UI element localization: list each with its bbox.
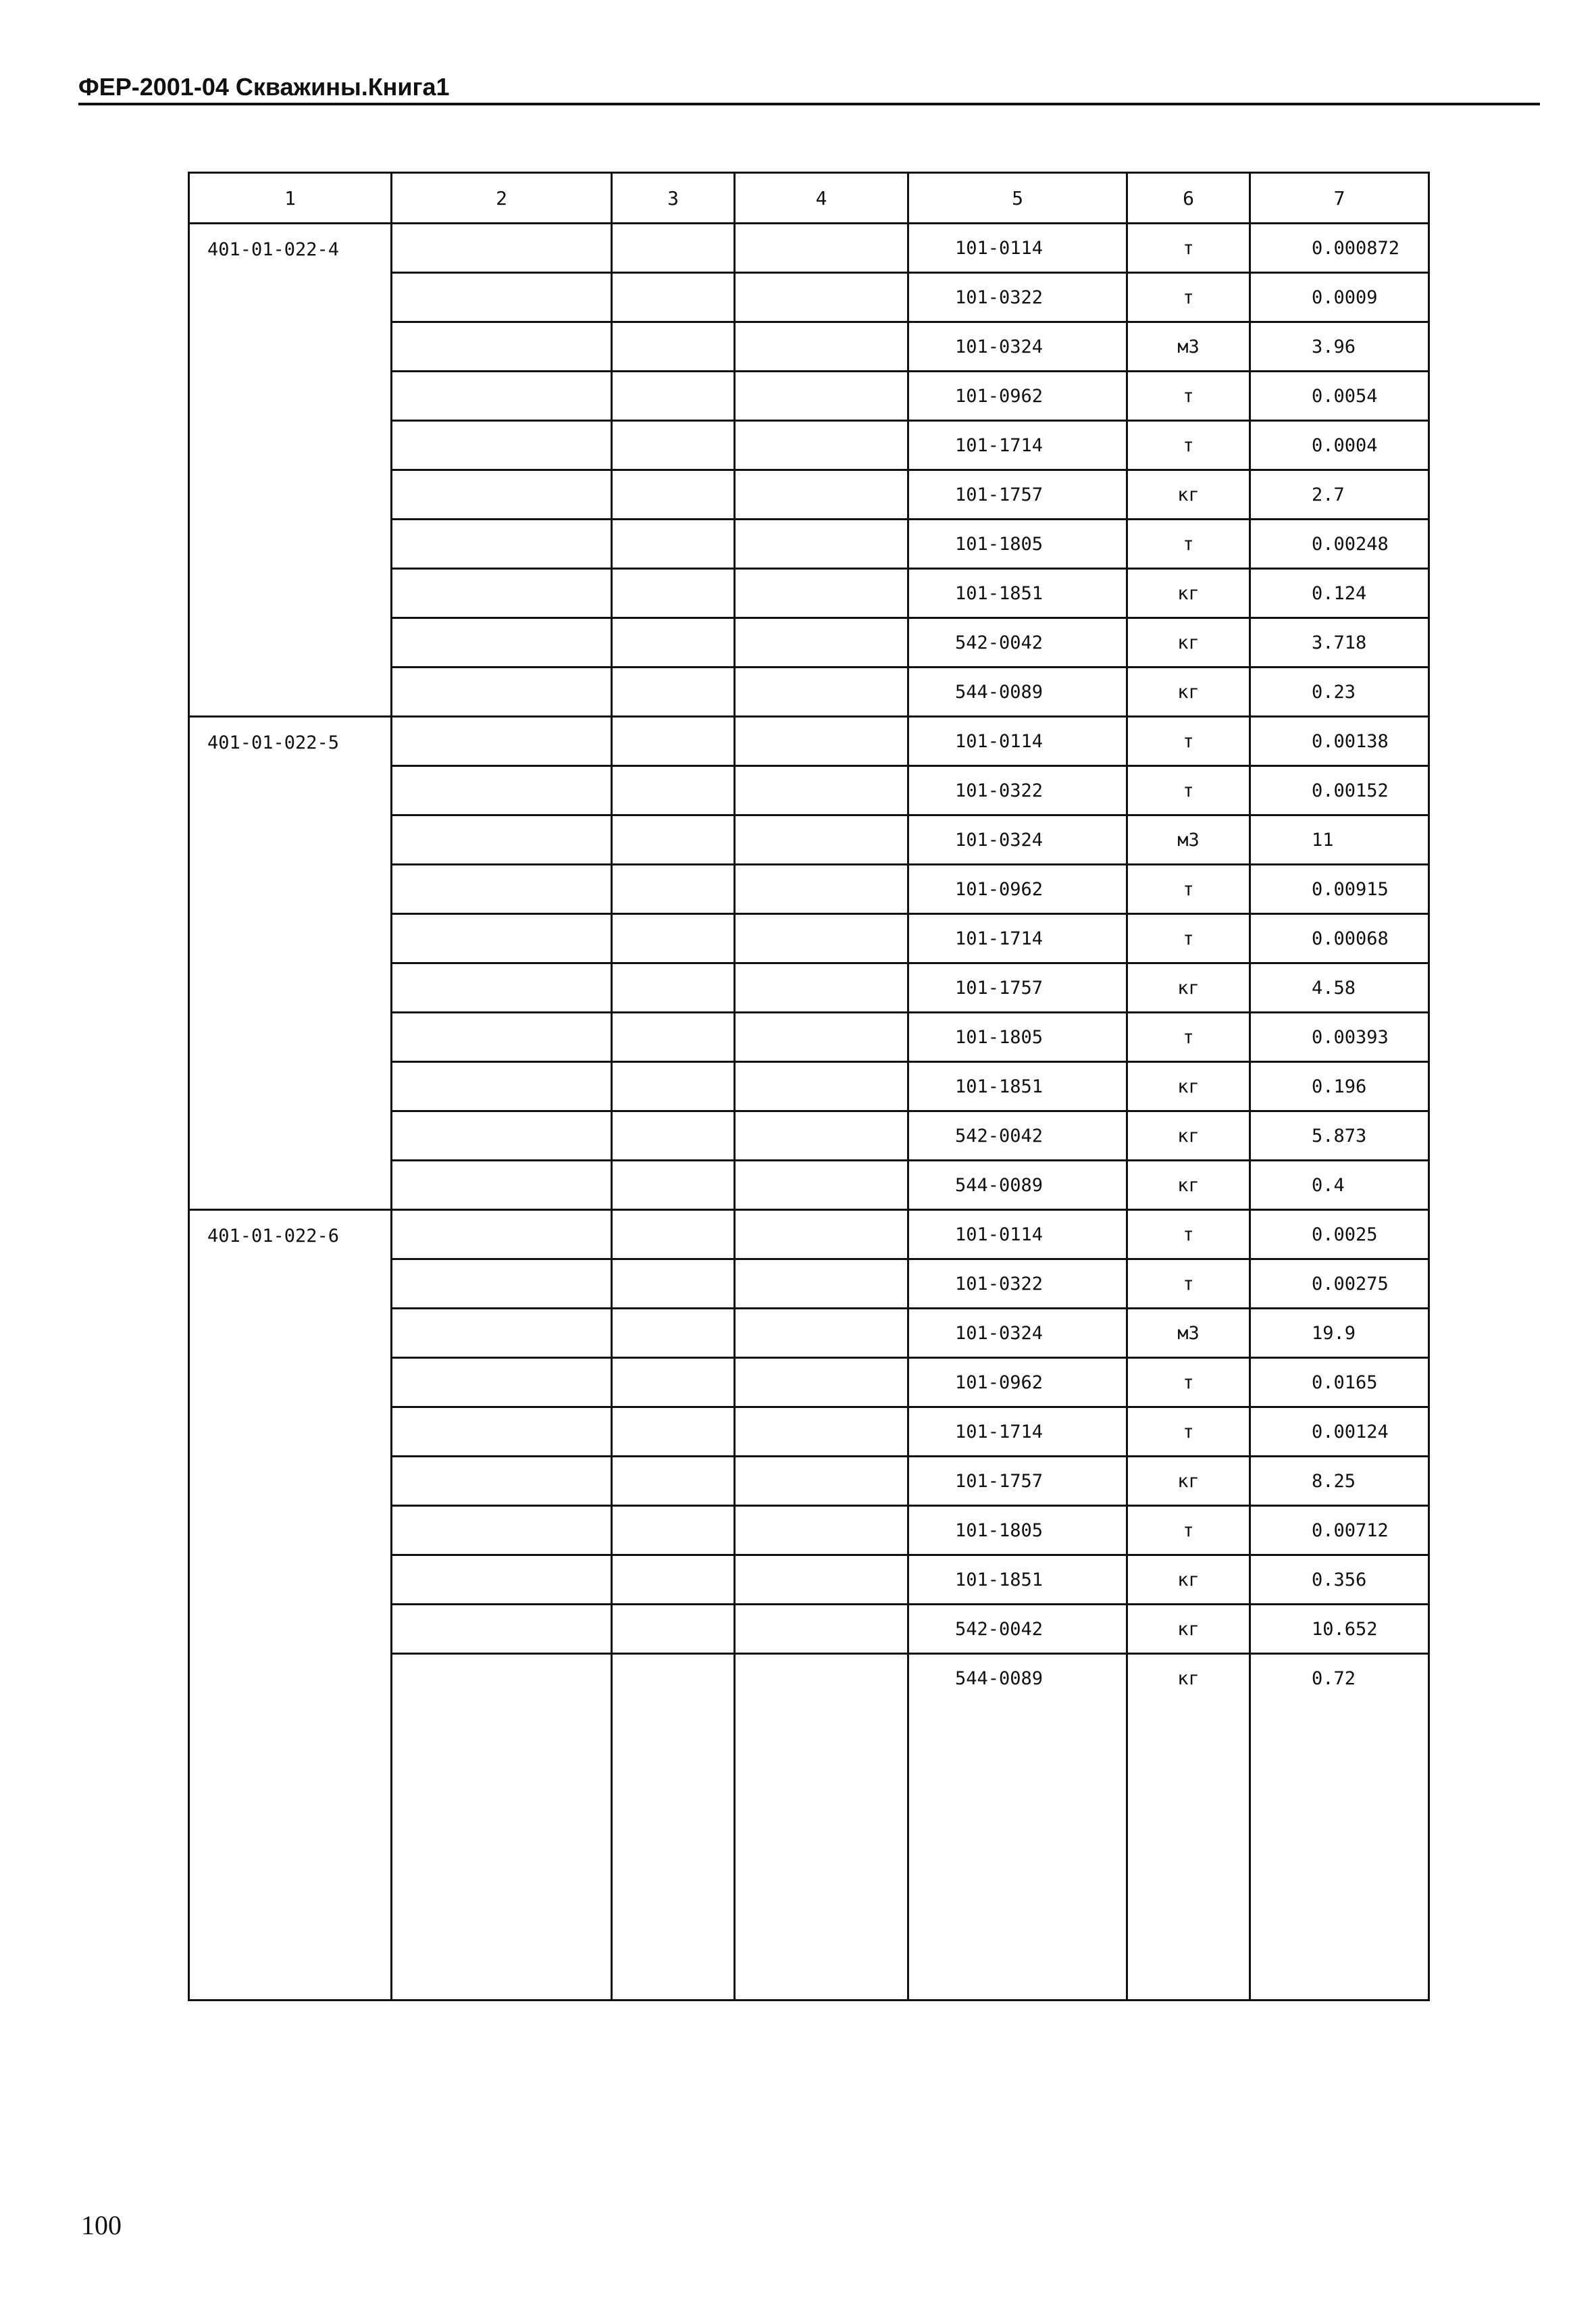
resource-code-cell: 101-0962 xyxy=(908,1358,1127,1407)
empty-cell xyxy=(612,1111,735,1161)
resource-code-cell: 544-0089 xyxy=(908,1161,1127,1210)
column-number-row xyxy=(189,173,1429,224)
unit-cell: т xyxy=(1127,1013,1250,1062)
empty-cell xyxy=(612,668,735,717)
unit-cell: т xyxy=(1127,421,1250,470)
resource-code-cell: 542-0042 xyxy=(908,618,1127,668)
page-number: 100 xyxy=(81,2210,122,2240)
resource-code-cell: 101-1805 xyxy=(908,1013,1127,1062)
empty-cell xyxy=(612,470,735,520)
resource-code-cell: 101-1851 xyxy=(908,1555,1127,1605)
empty-cell xyxy=(735,1062,908,1111)
unit-cell: кг xyxy=(1127,1111,1250,1161)
empty-cell xyxy=(392,914,612,963)
resource-code-cell: 542-0042 xyxy=(908,1605,1127,1654)
quantity-cell: 3.96 xyxy=(1250,322,1429,372)
resource-code-cell: 542-0042 xyxy=(908,1111,1127,1161)
resource-table xyxy=(188,172,1430,2001)
empty-cell xyxy=(735,1407,908,1457)
empty-cell xyxy=(612,224,735,273)
empty-cell xyxy=(392,1013,612,1062)
empty-cell xyxy=(612,372,735,421)
column-header-6: 6 xyxy=(1127,173,1250,224)
unit-cell: т xyxy=(1127,1259,1250,1309)
empty-cell xyxy=(612,1407,735,1457)
resource-code-cell: 101-0324 xyxy=(908,1309,1127,1358)
empty-cell xyxy=(392,1309,612,1358)
unit-cell: кг xyxy=(1127,1161,1250,1210)
quantity-cell: 0.0054 xyxy=(1250,372,1429,421)
empty-cell xyxy=(735,1605,908,1654)
column-header-3: 3 xyxy=(612,173,735,224)
norm-code-cell: 401-01-022-6 xyxy=(189,1210,392,2001)
empty-cell xyxy=(392,1457,612,1506)
quantity-cell: 0.4 xyxy=(1250,1161,1429,1210)
quantity-cell: 0.0025 xyxy=(1250,1210,1429,1259)
empty-cell xyxy=(612,273,735,322)
empty-cell xyxy=(735,1358,908,1407)
empty-cell xyxy=(392,520,612,569)
empty-cell xyxy=(392,963,612,1013)
quantity-cell: 0.124 xyxy=(1250,569,1429,618)
resource-code-cell: 101-0114 xyxy=(908,1210,1127,1259)
quantity-cell: 3.718 xyxy=(1250,618,1429,668)
empty-cell xyxy=(735,421,908,470)
unit-cell: т xyxy=(1127,914,1250,963)
empty-cell xyxy=(392,1654,612,2001)
empty-cell xyxy=(735,322,908,372)
quantity-cell: 0.196 xyxy=(1250,1062,1429,1111)
unit-cell: м3 xyxy=(1127,815,1250,865)
resource-code-cell: 101-1851 xyxy=(908,1062,1127,1111)
resource-code-cell: 101-0322 xyxy=(908,1259,1127,1309)
empty-cell xyxy=(612,421,735,470)
table-row xyxy=(189,224,1429,273)
empty-cell xyxy=(612,1506,735,1555)
empty-cell xyxy=(735,668,908,717)
quantity-cell: 0.0004 xyxy=(1250,421,1429,470)
unit-cell: кг xyxy=(1127,569,1250,618)
unit-cell: т xyxy=(1127,766,1250,815)
unit-cell: кг xyxy=(1127,1555,1250,1605)
unit-cell: кг xyxy=(1127,1654,1250,2001)
unit-cell: кг xyxy=(1127,1457,1250,1506)
empty-cell xyxy=(612,717,735,766)
empty-cell xyxy=(735,569,908,618)
resource-code-cell: 544-0089 xyxy=(908,668,1127,717)
unit-cell: т xyxy=(1127,717,1250,766)
unit-cell: кг xyxy=(1127,1062,1250,1111)
empty-cell xyxy=(735,273,908,322)
empty-cell xyxy=(392,569,612,618)
document-header-title: ФЕР-2001-04 Скважины.Книга1 xyxy=(78,73,450,101)
empty-cell xyxy=(735,224,908,273)
empty-cell xyxy=(612,1062,735,1111)
empty-cell xyxy=(612,865,735,914)
empty-cell xyxy=(612,569,735,618)
empty-cell xyxy=(612,1654,735,2001)
empty-cell xyxy=(392,668,612,717)
resource-code-cell: 101-0322 xyxy=(908,273,1127,322)
column-header-1: 1 xyxy=(189,173,392,224)
quantity-cell: 0.23 xyxy=(1250,668,1429,717)
header-rule xyxy=(78,103,1540,105)
unit-cell: т xyxy=(1127,1506,1250,1555)
unit-cell: кг xyxy=(1127,963,1250,1013)
empty-cell xyxy=(612,963,735,1013)
quantity-cell: 0.00275 xyxy=(1250,1259,1429,1309)
empty-cell xyxy=(735,1457,908,1506)
quantity-cell: 8.25 xyxy=(1250,1457,1429,1506)
table-row xyxy=(189,1210,1429,1259)
column-header-5: 5 xyxy=(908,173,1127,224)
quantity-cell: 0.00248 xyxy=(1250,520,1429,569)
empty-cell xyxy=(735,618,908,668)
empty-cell xyxy=(392,322,612,372)
resource-code-cell: 101-0962 xyxy=(908,865,1127,914)
unit-cell: т xyxy=(1127,865,1250,914)
empty-cell xyxy=(392,372,612,421)
empty-cell xyxy=(392,1111,612,1161)
unit-cell: т xyxy=(1127,1358,1250,1407)
quantity-cell: 0.00138 xyxy=(1250,717,1429,766)
quantity-cell: 4.58 xyxy=(1250,963,1429,1013)
empty-cell xyxy=(735,1161,908,1210)
empty-cell xyxy=(612,1013,735,1062)
norm-code-cell: 401-01-022-4 xyxy=(189,224,392,717)
empty-cell xyxy=(735,1555,908,1605)
unit-cell: кг xyxy=(1127,618,1250,668)
resource-code-cell: 101-1714 xyxy=(908,914,1127,963)
empty-cell xyxy=(735,1506,908,1555)
quantity-cell: 0.0009 xyxy=(1250,273,1429,322)
quantity-cell: 11 xyxy=(1250,815,1429,865)
quantity-cell: 2.7 xyxy=(1250,470,1429,520)
resource-code-cell: 544-0089 xyxy=(908,1654,1127,2001)
empty-cell xyxy=(392,1605,612,1654)
empty-cell xyxy=(392,421,612,470)
unit-cell: м3 xyxy=(1127,322,1250,372)
empty-cell xyxy=(392,815,612,865)
empty-cell xyxy=(392,1161,612,1210)
empty-cell xyxy=(392,1062,612,1111)
resource-code-cell: 101-1851 xyxy=(908,569,1127,618)
empty-cell xyxy=(735,1111,908,1161)
resource-code-cell: 101-0962 xyxy=(908,372,1127,421)
resource-code-cell: 101-1757 xyxy=(908,470,1127,520)
unit-cell: кг xyxy=(1127,470,1250,520)
quantity-cell: 0.000872 xyxy=(1250,224,1429,273)
empty-cell xyxy=(392,717,612,766)
empty-cell xyxy=(392,1407,612,1457)
empty-cell xyxy=(612,815,735,865)
quantity-cell: 10.652 xyxy=(1250,1605,1429,1654)
empty-cell xyxy=(392,470,612,520)
empty-cell xyxy=(392,224,612,273)
empty-cell xyxy=(735,372,908,421)
resource-code-cell: 101-0322 xyxy=(908,766,1127,815)
empty-cell xyxy=(735,815,908,865)
quantity-cell: 0.00124 xyxy=(1250,1407,1429,1457)
empty-cell xyxy=(735,914,908,963)
empty-cell xyxy=(612,1210,735,1259)
resource-code-cell: 101-0324 xyxy=(908,815,1127,865)
empty-cell xyxy=(392,1506,612,1555)
quantity-cell: 0.356 xyxy=(1250,1555,1429,1605)
empty-cell xyxy=(392,1259,612,1309)
unit-cell: т xyxy=(1127,273,1250,322)
quantity-cell: 0.00712 xyxy=(1250,1506,1429,1555)
resource-code-cell: 101-1805 xyxy=(908,520,1127,569)
unit-cell: кг xyxy=(1127,668,1250,717)
empty-cell xyxy=(392,766,612,815)
empty-cell xyxy=(612,322,735,372)
quantity-cell: 5.873 xyxy=(1250,1111,1429,1161)
table-body xyxy=(189,224,1429,2001)
quantity-cell: 19.9 xyxy=(1250,1309,1429,1358)
empty-cell xyxy=(735,717,908,766)
empty-cell xyxy=(612,914,735,963)
unit-cell: т xyxy=(1127,224,1250,273)
resource-code-cell: 101-1714 xyxy=(908,421,1127,470)
empty-cell xyxy=(612,1309,735,1358)
empty-cell xyxy=(735,470,908,520)
empty-cell xyxy=(735,1259,908,1309)
empty-cell xyxy=(612,1457,735,1506)
quantity-cell: 0.00915 xyxy=(1250,865,1429,914)
empty-cell xyxy=(612,618,735,668)
empty-cell xyxy=(612,1555,735,1605)
empty-cell xyxy=(735,1210,908,1259)
table-row xyxy=(189,717,1429,766)
empty-cell xyxy=(392,865,612,914)
empty-cell xyxy=(612,1259,735,1309)
empty-cell xyxy=(735,1654,908,2001)
quantity-cell: 0.00152 xyxy=(1250,766,1429,815)
column-header-7: 7 xyxy=(1250,173,1429,224)
unit-cell: т xyxy=(1127,1210,1250,1259)
empty-cell xyxy=(612,1161,735,1210)
unit-cell: т xyxy=(1127,1407,1250,1457)
quantity-cell: 0.72 xyxy=(1250,1654,1429,2001)
empty-cell xyxy=(392,618,612,668)
resource-code-cell: 101-0324 xyxy=(908,322,1127,372)
empty-cell xyxy=(392,1555,612,1605)
unit-cell: м3 xyxy=(1127,1309,1250,1358)
resource-code-cell: 101-0114 xyxy=(908,717,1127,766)
empty-cell xyxy=(735,865,908,914)
empty-cell xyxy=(735,1309,908,1358)
unit-cell: т xyxy=(1127,520,1250,569)
column-header-2: 2 xyxy=(392,173,612,224)
resource-code-cell: 101-1757 xyxy=(908,1457,1127,1506)
empty-cell xyxy=(392,1358,612,1407)
quantity-cell: 0.00068 xyxy=(1250,914,1429,963)
empty-cell xyxy=(612,520,735,569)
empty-cell xyxy=(612,766,735,815)
empty-cell xyxy=(392,273,612,322)
resource-code-cell: 101-1805 xyxy=(908,1506,1127,1555)
empty-cell xyxy=(735,963,908,1013)
unit-cell: кг xyxy=(1127,1605,1250,1654)
empty-cell xyxy=(735,766,908,815)
empty-cell xyxy=(392,1210,612,1259)
empty-cell xyxy=(735,520,908,569)
quantity-cell: 0.00393 xyxy=(1250,1013,1429,1062)
column-header-4: 4 xyxy=(735,173,908,224)
resource-code-cell: 101-0114 xyxy=(908,224,1127,273)
quantity-cell: 0.0165 xyxy=(1250,1358,1429,1407)
empty-cell xyxy=(735,1013,908,1062)
empty-cell xyxy=(612,1605,735,1654)
unit-cell: т xyxy=(1127,372,1250,421)
empty-cell xyxy=(612,1358,735,1407)
resource-code-cell: 101-1714 xyxy=(908,1407,1127,1457)
norm-code-cell: 401-01-022-5 xyxy=(189,717,392,1210)
resource-code-cell: 101-1757 xyxy=(908,963,1127,1013)
